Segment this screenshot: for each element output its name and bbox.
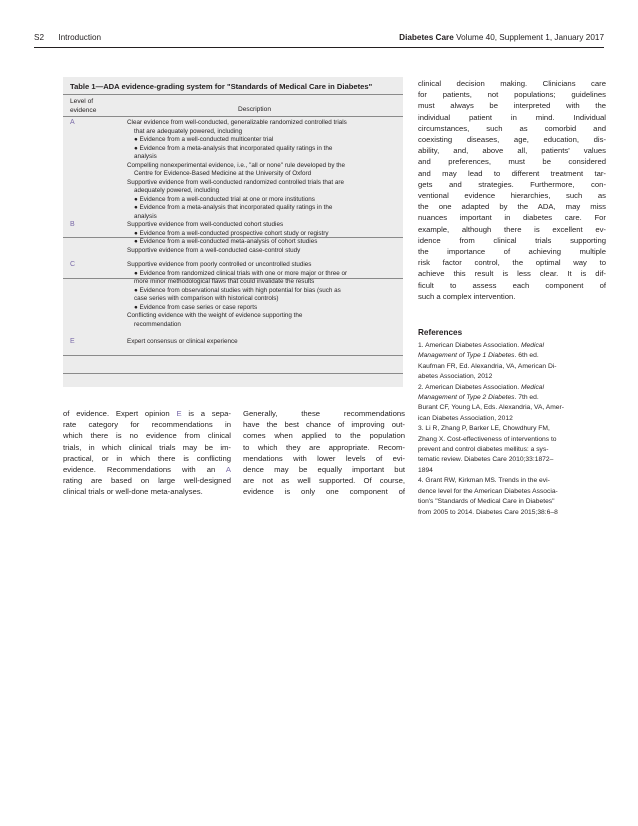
description-line: Centre for Evidence-Based Medicine at the University of Oxford: [134, 170, 312, 178]
text-line: clinical decision making. Clinicians care: [418, 79, 606, 88]
text-line: circumstances, such as comorbid and: [418, 123, 606, 133]
text-line: comes when applied to the population: [243, 431, 405, 441]
text-line: risk factor control, the optimal way to: [418, 258, 606, 268]
grade-label-a: A: [70, 119, 75, 126]
description-line: ● Evidence from a meta-analysis that incorporated quality ratings in the: [134, 204, 333, 212]
reference-line: ican Diabetes Association, 2012: [418, 414, 513, 422]
column-header-level-line1: Level of: [70, 98, 94, 105]
description-line: recommendation: [134, 320, 181, 328]
grade-label-e: E: [70, 338, 75, 345]
body-column-3: [418, 78, 606, 302]
references-list: [418, 341, 606, 518]
reference-line: prevent and control diabetes mellitus: a sys-: [418, 446, 549, 454]
description-line: ● Evidence from a meta-analysis that incorporated quality ratings in the: [134, 144, 333, 152]
page-number: S2: [34, 33, 45, 42]
text-line: which there is no evidence from clinical: [63, 431, 231, 441]
reference-line: Zhang X. Cost-effectiveness of interventions to: [418, 435, 557, 443]
description-line: Clear evidence from well-conducted, generalizable randomized controlled trials: [127, 119, 347, 126]
description-line: more minor methodological flaws that could invalidate the results: [134, 278, 315, 286]
grade-e-reference: E: [176, 409, 182, 418]
reference-line: tematic review. Diabetes Care 2010;33:1872–: [418, 456, 554, 464]
table-rule: [63, 373, 403, 374]
text-line: the one adapted by the ADA, may miss: [418, 202, 606, 212]
text-line: must always be interpreted with the: [418, 101, 606, 111]
text-line: rating are based on large well-designed: [63, 476, 231, 486]
table-title: Table 1—ADA evidence-grading system for "Standards of Medical Care in Diabetes": [70, 82, 373, 91]
reference-line: Burant CF, Young LA, Eds. Alexandria, VA, Amer-: [418, 404, 564, 412]
description-line: analysis: [134, 213, 157, 221]
reference-line: tion's "Standards of Medical Care in Diabetes": [418, 498, 555, 506]
text-line: idence from clinical trials supporting: [418, 235, 606, 245]
journal-name: Diabetes Care: [399, 33, 454, 42]
running-head: [34, 33, 604, 45]
body-column-1: [63, 408, 231, 498]
description-line: Supportive evidence from poorly controlled or uncontrolled studies: [127, 261, 312, 268]
description-line: ● Evidence from a well-conducted multicenter trial: [134, 136, 274, 144]
grade-label-c: C: [70, 261, 76, 268]
column-header-level-line2: evidence: [70, 106, 97, 114]
text-line: have the best chance of improving out-: [243, 420, 405, 430]
text-line: dence may be equally important but: [243, 465, 405, 475]
description-line: ● Evidence from a well-conducted meta-analysis of cohort studies: [134, 238, 318, 246]
table-rule: [63, 355, 403, 356]
section-name: Introduction: [58, 33, 102, 42]
description-line: Compelling nonexperimental evidence, i.e., "all or none" rule developed by the: [127, 161, 345, 169]
reference-line: 2. American Diabetes Association. Medical: [418, 383, 545, 391]
text-line: Generally, these recommendations: [243, 409, 405, 418]
text-line: are not as well supported. Of course,: [243, 476, 405, 486]
description-line: Supportive evidence from well-conducted randomized controlled trials that are: [127, 178, 345, 186]
grade-description-b: [127, 221, 399, 255]
description-line: ● Evidence from case series or case reports: [134, 303, 258, 311]
description-line: Expert consensus or clinical experience: [127, 338, 238, 345]
description-line: ● Evidence from a well-conducted prospective cohort study or registry: [134, 229, 329, 237]
text-line: clinical trials or well-done meta-analyses.: [63, 487, 203, 497]
reference-line: 3. Li R, Zhang P, Barker LE, Chowdhury FM,: [418, 425, 550, 433]
text-line: trials, in which clinical trials may be im-: [63, 442, 231, 452]
reference-line: 4. Grant RW, Kirkman MS. Trends in the evi-: [418, 477, 550, 485]
reference-line: Management of Type 1 Diabetes. 6th ed.: [418, 352, 539, 360]
grade-description-a: [127, 119, 399, 222]
table-rule: [63, 94, 403, 95]
description-line: Supportive evidence from well-conducted cohort studies: [127, 221, 284, 228]
text-line: ficult to assess each component of: [418, 280, 606, 290]
description-line: ● Evidence from observational studies with high potential for bias (such as: [134, 286, 341, 294]
text-line: gets and strategies. Furthermore, con-: [418, 179, 606, 189]
text-line: example, although there is excellent ev-: [418, 224, 606, 234]
reference-line: Kaufman FR, Ed. Alexandria, VA, American Di-: [418, 362, 557, 370]
description-line: Conflicting evidence with the weight of evidence supporting the: [127, 312, 303, 320]
reference-line: abetes Association, 2012: [418, 373, 493, 381]
text-line: ability, and, above all, patients' values: [418, 146, 606, 156]
grade-label-b: B: [70, 221, 75, 228]
reference-line: from 2005 to 2014. Diabetes Care 2015;38:6–8: [418, 508, 558, 516]
body-column-2: [243, 408, 405, 498]
evidence-grading-table: [63, 77, 403, 387]
description-line: Supportive evidence from a well-conducted case-control study: [127, 246, 301, 254]
text-line: ventional evidence hierarchies, such as: [418, 191, 606, 201]
description-line: adequately powered, including: [134, 187, 220, 195]
column-header-level: [70, 98, 96, 115]
running-head-left: [34, 33, 101, 42]
text-line: coexisting diseases, age, education, dis-: [418, 135, 606, 145]
text-line: evidence. Recommendations with an A: [63, 465, 231, 475]
running-head-right: [399, 33, 604, 42]
reference-line: dence level for the American Diabetes Associa-: [418, 487, 558, 495]
text-line: and may lead to different treatment tar-: [418, 168, 606, 178]
grade-description-e: [127, 338, 399, 347]
text-line: and preferences, must be considered: [418, 157, 606, 167]
text-line: mendations with lower levels of evi-: [243, 453, 405, 463]
references-heading: References: [418, 328, 463, 337]
description-line: case series with comparison with historical controls): [134, 295, 279, 303]
text-line: nuances important in diabetes care. For: [418, 213, 606, 223]
description-line: that are adequately powered, including: [134, 127, 243, 135]
header-rule: [34, 47, 604, 48]
description-line: ● Evidence from a well-conducted trial at one or more institutions: [134, 195, 315, 203]
table-rule: [63, 116, 403, 117]
text-line: achieve this result is less clear. It is dif-: [418, 269, 606, 279]
description-line: analysis: [134, 153, 157, 161]
reference-line: Management of Type 2 Diabetes. 7th ed.: [418, 394, 539, 402]
text-line: practical, or in which there is conflicting: [63, 453, 231, 463]
text-line: for patients, not populations; guidelines: [418, 90, 606, 100]
text-line: individual patient in mind. Individual: [418, 112, 606, 122]
grade-description-c: [127, 261, 399, 329]
text-line: the importance of achieving multiple: [418, 247, 606, 257]
text-line: of evidence. Expert opinion E is a sepa-: [63, 409, 231, 418]
text-line: such a complex intervention.: [418, 291, 516, 301]
reference-line: 1894: [418, 466, 433, 474]
description-line: ● Evidence from randomized clinical trials with one or more major or three or: [134, 269, 348, 277]
reference-line: 1. American Diabetes Association. Medical: [418, 342, 545, 349]
text-line: rate category for recommendations in: [63, 420, 231, 430]
issue-info: Volume 40, Supplement 1, January 2017: [456, 33, 604, 42]
grade-a-reference: A: [225, 465, 231, 475]
column-header-description: Description: [238, 106, 271, 113]
text-line: to which they are appropriate. Recom-: [243, 442, 405, 452]
text-line: evidence is only one component of: [243, 487, 405, 497]
